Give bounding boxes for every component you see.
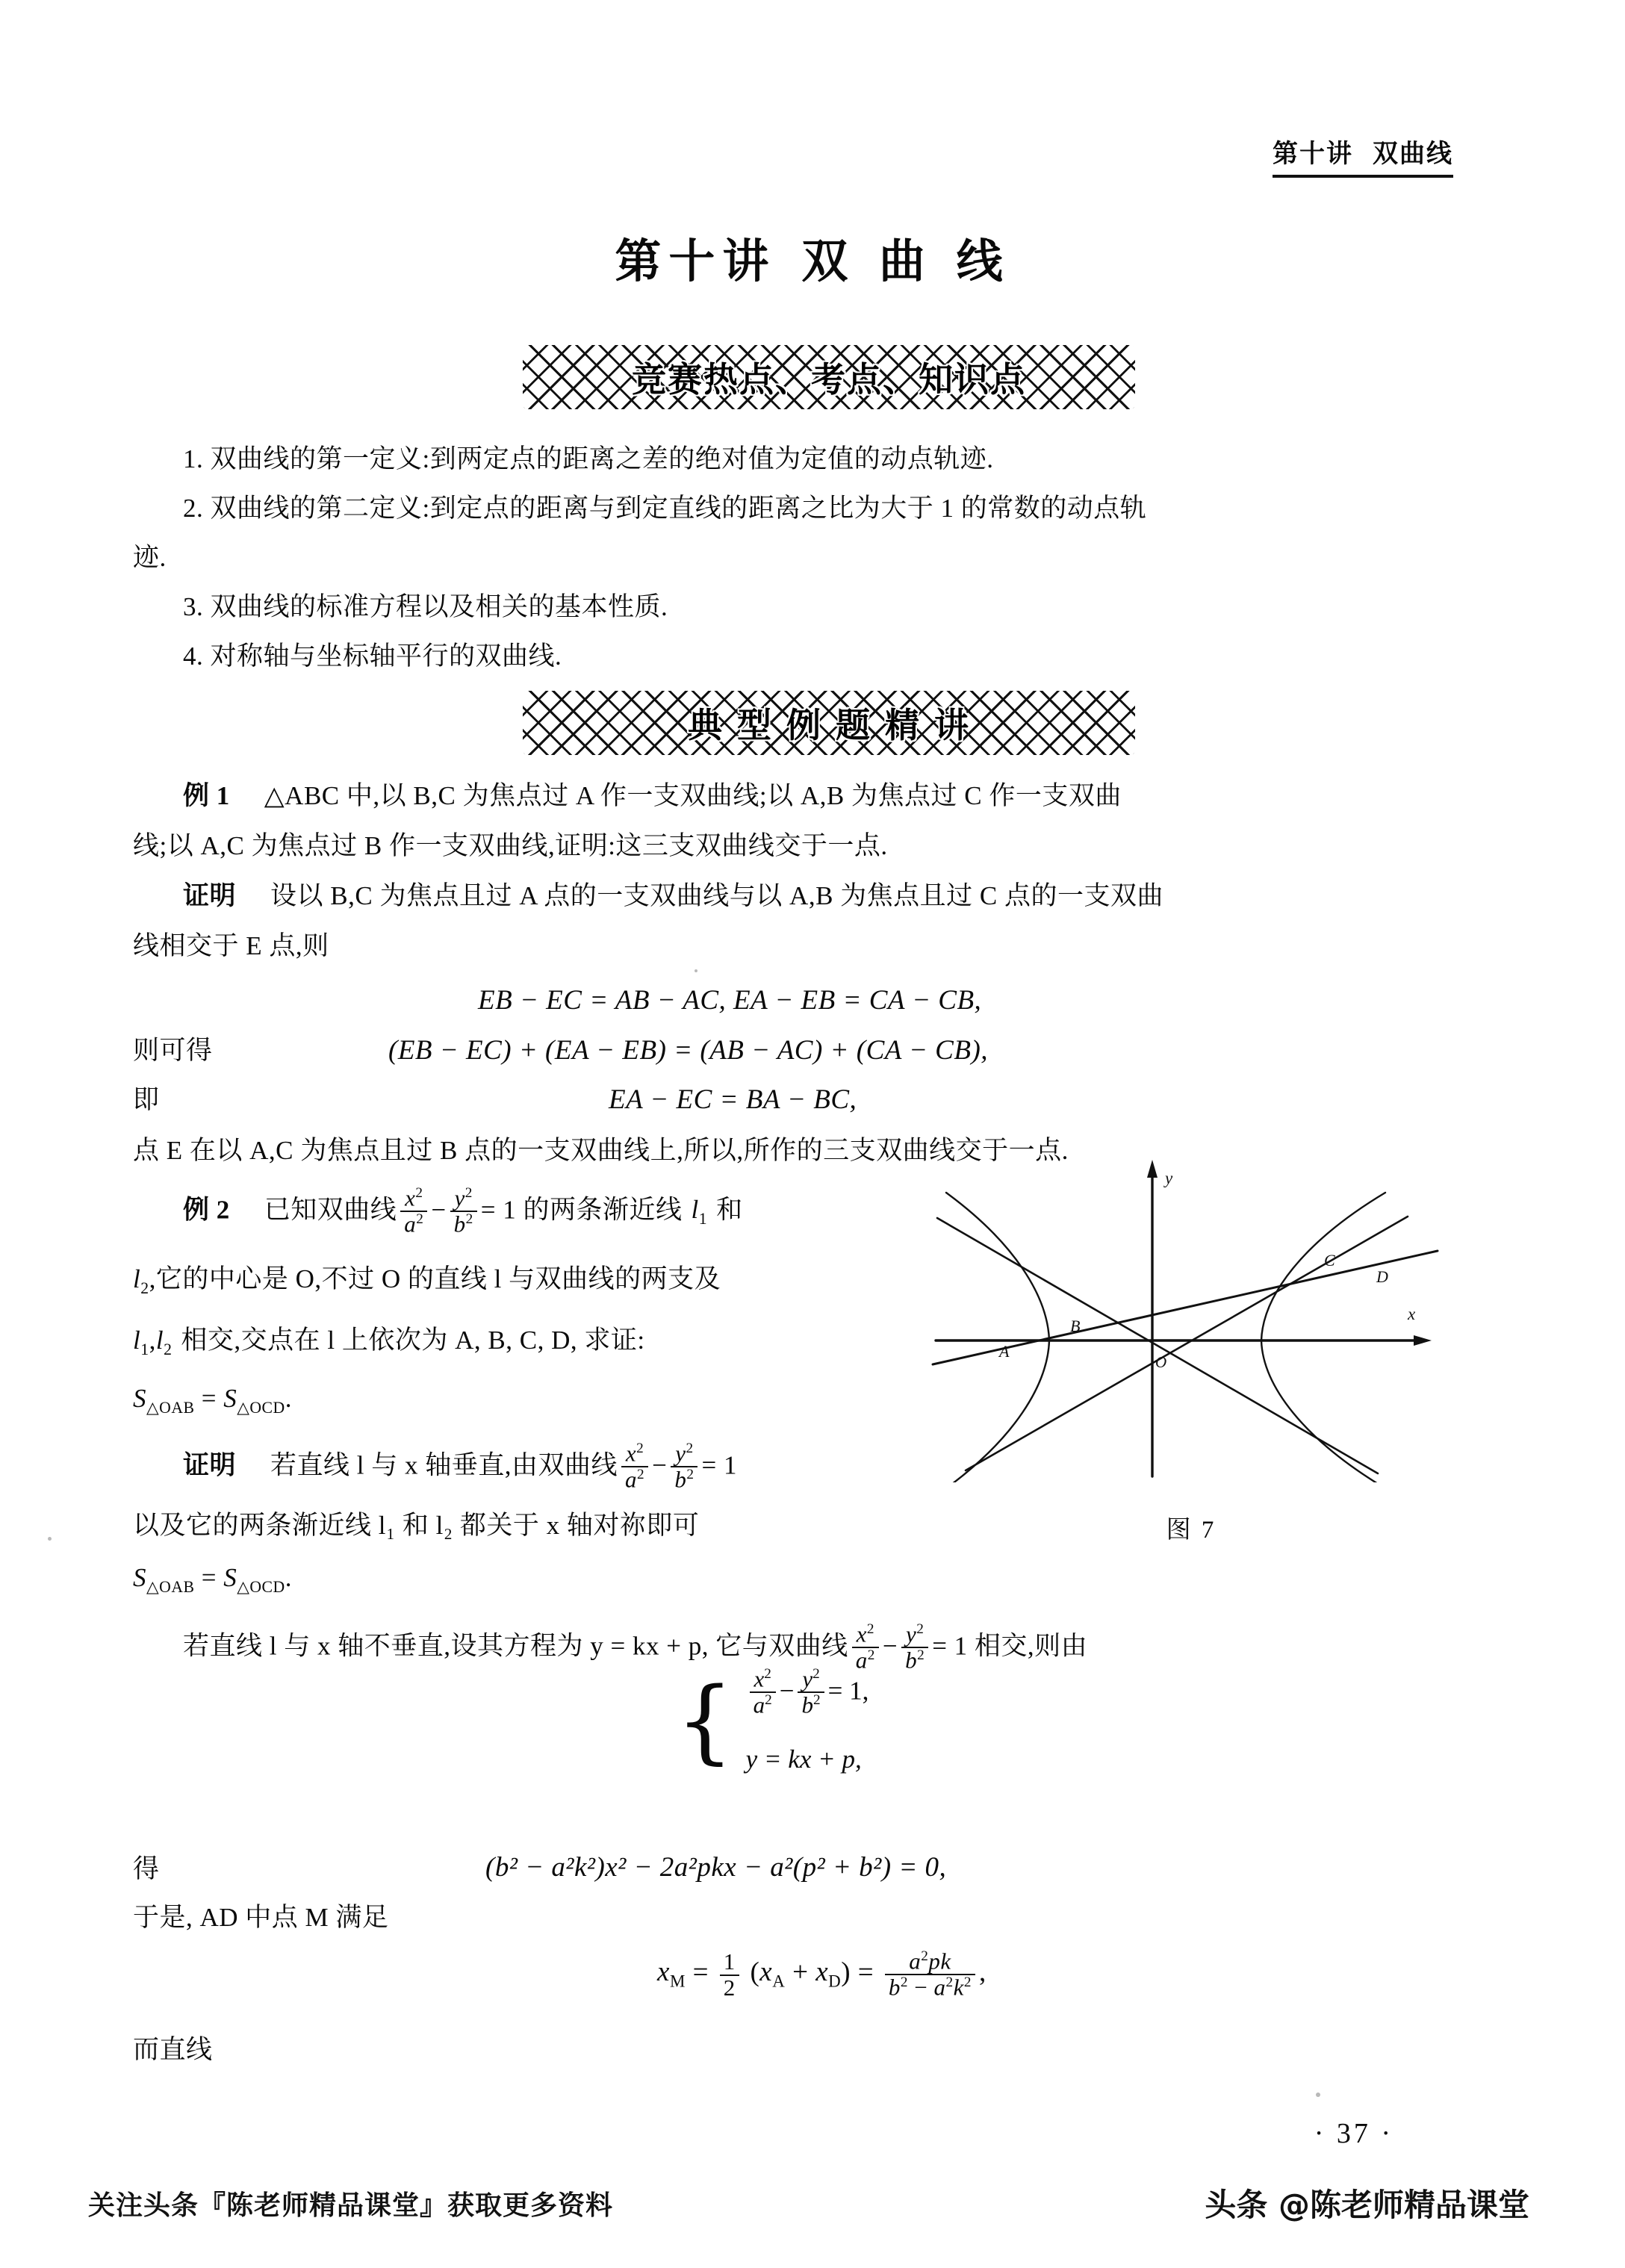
- example1-label: 例 1: [183, 781, 230, 810]
- tail-text: 而直线: [133, 2035, 213, 2064]
- fraction-y2-b2-sys: $\frac{y^2}{b^2}$: [798, 1667, 824, 1718]
- example2-label: 例 2: [183, 1195, 230, 1225]
- knowledge-point-2-cont: 迹.: [133, 543, 167, 572]
- example1-equation-2-label: 则可得: [133, 1036, 213, 1065]
- example2-proof-label: 证明: [183, 1450, 237, 1480]
- example2-text-3: 相交,交点在 l 上依次为 A, B, C, D, 求证:: [181, 1326, 645, 1355]
- knowledge-point-2: 2. 双曲线的第二定义:到定点的距离与到定直线的距离之比为大于 1 的常数的动点轨: [183, 494, 1147, 523]
- scan-speck: [1316, 2093, 1320, 2097]
- example1-equation-3: EA − EC = BA − BC,: [609, 1084, 857, 1115]
- fraction-y2-b2: $\frac{y^2}{b^2}$: [450, 1186, 477, 1237]
- asymptote-l1: [966, 1217, 1408, 1470]
- page-title-topic: 双 曲 线: [801, 234, 1010, 288]
- hyperbola-figure: [930, 1154, 1452, 1482]
- example1-line-1: [183, 779, 1122, 813]
- page-number: · 37 ·: [1314, 2118, 1393, 2149]
- example2-text-1c: 和: [716, 1195, 743, 1225]
- example1-equation-3-label: 即: [133, 1085, 160, 1114]
- fraction-y2-b2-proof: $\frac{y^2}{b^2}$: [671, 1441, 697, 1492]
- midpoint-intro: 于是, AD 中点 M 满足: [133, 1903, 389, 1932]
- watermark-left: 关注头条『陈老师精品课堂』获取更多资料: [88, 2190, 614, 2221]
- example1-proof-line-1: [183, 879, 1163, 913]
- example2-proof-text-1a: 若直线 l 与 x 轴垂直,由双曲线: [270, 1450, 618, 1480]
- point-label-B: B: [1070, 1317, 1081, 1335]
- example2-text-1b: = 1 的两条渐近线: [480, 1195, 683, 1225]
- axis-x-label: x: [1408, 1305, 1416, 1323]
- example2-proof-text-3: .: [285, 1563, 292, 1592]
- hyperbola-left-branch: [946, 1193, 1049, 1482]
- example1-proof-label: 证明: [183, 881, 237, 910]
- axis-y-label: y: [1165, 1169, 1173, 1187]
- knowledge-point-4: 4. 对称轴与坐标轴平行的双曲线.: [183, 641, 562, 671]
- example1-proof-line-2: 线相交于 E 点,则: [133, 931, 329, 960]
- example1-equation-1: EB − EC = AB − AC, EA − EB = CA − CB,: [478, 985, 982, 1016]
- page-title-lecture: 第十讲: [615, 234, 777, 288]
- system-equation-1: $\frac{x^2}{a^2}$ − $\frac{y^2}{b^2}$ = 1,: [746, 1667, 869, 1718]
- example2-text-1a: 已知双曲线: [264, 1195, 397, 1225]
- point-label-D: D: [1376, 1267, 1388, 1286]
- running-head-topic: 双曲线: [1373, 140, 1453, 168]
- watermark-right: 头条 @陈老师精品课堂: [1205, 2187, 1529, 2223]
- figure-caption: 图 7: [1166, 1517, 1217, 1544]
- hyperbola-right-branch: [1261, 1193, 1385, 1482]
- hyperbola-svg: [930, 1154, 1452, 1482]
- fraction-one-half: $\frac{1}{2}$: [720, 1950, 739, 2001]
- left-brace-icon: {: [676, 1668, 734, 1774]
- fraction-x2-a2-para: $\frac{x^2}{a^2}$: [852, 1622, 879, 1673]
- example1-equation-2: (EB − EC) + (EA − EB) = (AB − AC) + (CA − CB),: [388, 1035, 989, 1066]
- section-banner-knowledge: [523, 345, 1135, 409]
- example2-text-4: .: [285, 1384, 292, 1413]
- running-head-lecture: 第十讲: [1273, 140, 1353, 168]
- example2-text-2: 它的中心是 O,不过 O 的直线 l 与双曲线的两支及: [155, 1264, 721, 1293]
- fraction-midpoint-value: $\frac{a^2pk}{b^2 - a^2k^2}$: [885, 1949, 975, 2000]
- example2-line-4: $S_{\triangle OAB} = S_{\triangle OCD}$.: [133, 1384, 292, 1417]
- section-banner-knowledge-label: 竞赛热点、考点、知识点: [632, 359, 1026, 400]
- section-banner-examples: [523, 691, 1135, 755]
- axis-y-arrow: [1147, 1160, 1158, 1178]
- running-head: [1273, 133, 1453, 178]
- midpoint-formula: $x_M$ = $\frac{1}{2}$ $(x_A + x_D)$ = $\frac{a^2pk}{b^2 - a^2k^2}$ ,: [657, 1948, 987, 2001]
- example2-proof-line-3: $S_{\triangle OAB} = S_{\triangle OCD}$.: [133, 1563, 292, 1596]
- fraction-y2-b2-para: $\frac{y^2}{b^2}$: [901, 1622, 928, 1673]
- example2-proof-line-1: 证明 若直线 l 与 x 轴垂直,由双曲线 $\frac{x^2}{a^2}$ − $\frac{y^2}{b^2}$ = 1: [183, 1440, 737, 1493]
- knowledge-point-3: 3. 双曲线的标准方程以及相关的基本性质.: [183, 592, 668, 621]
- scan-speck: [695, 969, 697, 972]
- example2-paragraph-pre: 若直线 l 与 x 轴不垂直,设其方程为 y = kx + p, 它与双曲线: [183, 1631, 848, 1661]
- equation-system: [676, 1667, 869, 1774]
- quadratic-label: 得: [133, 1854, 160, 1883]
- example1-text-1: △ABC 中,以 B,C 为焦点过 A 作一支双曲线;以 A,B 为焦点过 C 作一支双曲: [264, 781, 1122, 810]
- example2-line-1: 例 2 已知双曲线 $\frac{x^2}{a^2}$ − $\frac{y^2}{b^2}$ = 1 的两条渐近线 $l_1$ 和: [183, 1184, 743, 1237]
- example2-line-3: $l_1,l_2$ 相交,交点在 l 上依次为 A, B, C, D, 求证:: [133, 1326, 645, 1358]
- page-title: [0, 224, 1625, 291]
- knowledge-point-1: 1. 双曲线的第一定义:到两定点的距离之差的绝对值为定值的动点轨迹.: [183, 444, 994, 473]
- fraction-x2-a2-proof: $\frac{x^2}{a^2}$: [621, 1441, 648, 1492]
- example1-conclusion: 点 E 在以 A,C 为焦点且过 B 点的一支双曲线上,所以,所作的三支双曲线交于一点.: [133, 1136, 1069, 1165]
- example2-proof-line-2: 以及它的两条渐近线 l₁ 和 l₂ 都关于 x 轴对祢即可: [133, 1511, 700, 1540]
- point-label-A: A: [999, 1342, 1010, 1361]
- fraction-x2-a2: $\frac{x^2}{a^2}$: [400, 1186, 427, 1237]
- fraction-x2-a2-sys: $\frac{x^2}{a^2}$: [750, 1667, 776, 1718]
- axis-x-arrow: [1414, 1335, 1432, 1346]
- system-equation-2: y = kx + p,: [745, 1745, 862, 1774]
- example1-proof-text-1: 设以 B,C 为焦点且过 A 点的一支双曲线与以 A,B 为焦点且过 C 点的一支双曲: [270, 881, 1164, 910]
- example2-proof-text-1b: = 1: [701, 1450, 737, 1480]
- example2-line-2: $l_2$,它的中心是 O,不过 O 的直线 l 与双曲线的两支及: [133, 1264, 721, 1297]
- example1-line-2: 线;以 A,C 为焦点过 B 作一支双曲线,证明:这三支双曲线交于一点.: [133, 831, 888, 860]
- point-label-C: C: [1324, 1251, 1335, 1270]
- origin-label: O: [1155, 1353, 1167, 1371]
- example2-paragraph: 若直线 l 与 x 轴不垂直,设其方程为 y = kx + p, 它与双曲线 $\frac{x^2}{a^2}$ − $\frac{y^2}{b^2}$ = 1 相交,则由: [183, 1621, 1088, 1674]
- scan-speck: [48, 1537, 52, 1541]
- example2-paragraph-post: = 1 相交,则由: [932, 1631, 1088, 1661]
- section-banner-examples-label: 典 型 例 题 精 讲: [687, 705, 971, 745]
- quadratic-equation: (b² − a²k²)x² − 2a²pkx − a²(p² + b²) = 0,: [485, 1852, 947, 1883]
